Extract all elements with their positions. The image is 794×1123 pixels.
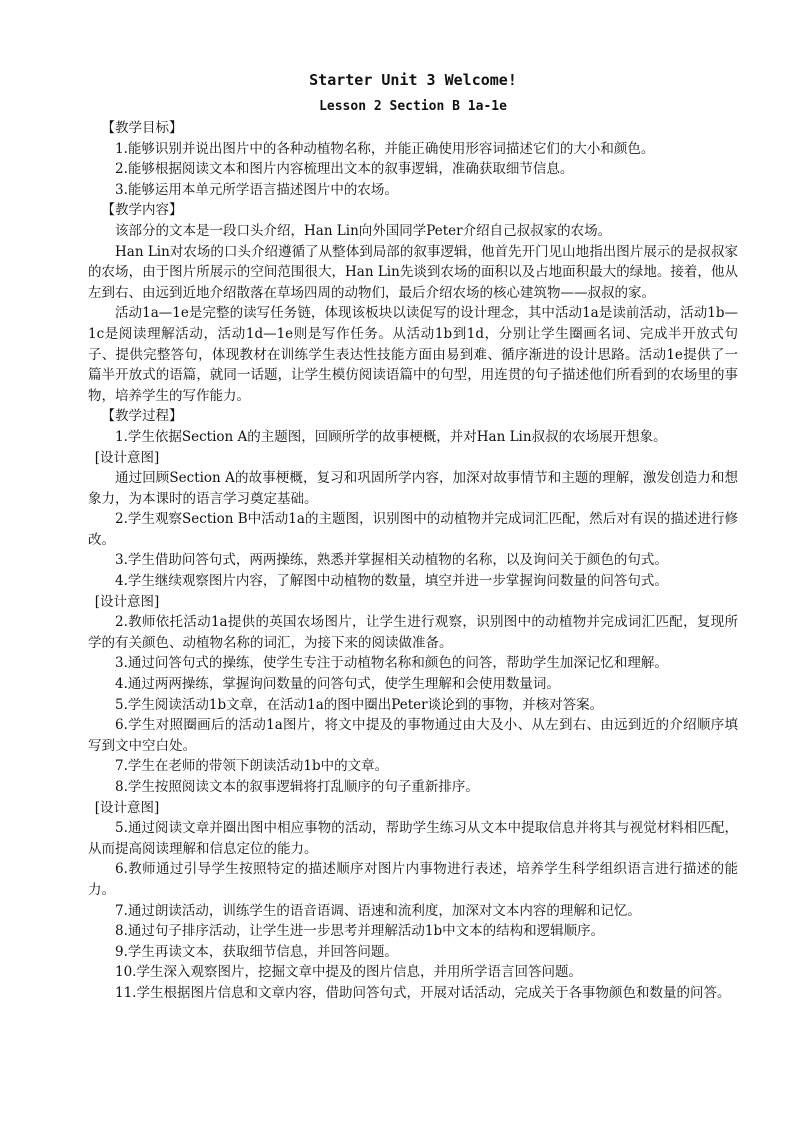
document-page — [88, 70, 738, 1004]
paragraph: 5.通过阅读文章并圈出图中相应事物的活动，帮助学生练习从文本中提取信息并将其与视觉材料相匹配，从而提高阅读理解和信息定位的能力。 — [88, 820, 738, 857]
paragraph: 3.能够运用本单元所学语言描述图片中的农场。 — [115, 181, 398, 198]
paragraph: 9.学生再读文本，获取细节信息，并回答问题。 — [115, 943, 398, 960]
paragraph: 11.学生根据图片信息和文章内容，借助问答句式，开展对话活动，完成关于各事物颜色和数量的问答。 — [115, 984, 731, 1001]
paragraph: 8.学生按照阅读文本的叙事逻辑将打乱顺序的句子重新排序。 — [115, 779, 479, 795]
design-intent-label: [设计意图] — [94, 799, 160, 816]
paragraph: 3.学生借助问答句式，两两操练，熟悉并掌握相关动植物的名称，以及询问关于颜色的句式。 — [115, 552, 668, 569]
paragraph: 4.通过两两操练，掌握询问数量的问答句式，使学生理解和会使用数量词。 — [115, 676, 560, 693]
paragraph: 10.学生深入观察图片，挖掘文章中提及的图片信息，并用所学语言回答问题。 — [115, 964, 582, 981]
document-title: Starter Unit 3 Welcome! — [309, 71, 517, 89]
document-subtitle: Lesson 2 Section B 1a-1e — [319, 99, 507, 114]
paragraph: 3.通过问答句式的操练，使学生专注于动植物名称和颜色的问答，帮助学生加深记忆和理解。 — [115, 655, 668, 672]
paragraph: 6.学生对照圈画后的活动1a图片，将文中提及的事物通过由大及小、从左到右、由远到近的介绍顺序填写到文中空白处。 — [88, 717, 738, 754]
section-heading: 【教学过程】 — [101, 408, 183, 425]
design-intent-label: [设计意图] — [94, 593, 160, 610]
paragraph: 通过回顾Section A的故事梗概，复习和巩固所学内容，加深对故事情节和主题的理解，激发创造力和想象力，为本课时的语言学习奠定基础。 — [88, 470, 738, 507]
section-heading: 【教学内容】 — [101, 202, 183, 219]
paragraph: 8.通过句子排序活动，让学生进一步思考并理解活动1b中文本的结构和逻辑顺序。 — [115, 923, 605, 940]
paragraph: 4.学生继续观察图片内容，了解图中动植物的数量，填空并进一步掌握询问数量的问答句式。 — [115, 573, 668, 590]
paragraph: 2.教师依托活动1a提供的英国农场图片，让学生进行观察，识别图中的动植物并完成词汇匹配，复现所学的有关颜色、动植物名称的词汇，为接下来的阅读做准备。 — [88, 614, 738, 651]
paragraph: 7.学生在老师的带领下朗读活动1b中的文章。 — [115, 758, 389, 775]
paragraph: 2.学生观察Section B中活动1a的主题图，识别图中的动植物并完成词汇匹配，然后对有误的描述进行修改。 — [88, 511, 738, 548]
paragraph: 活动1a—1e是完整的读写任务链，体现该板块以读促写的设计理念，其中活动1a是读前活动，活动1b—1c是阅读理解活动，活动1d—1e则是写作任务。从活动1b到1d，分别让学生圈画名词、完成半开放式句子、提供完整答句，体现教材在训练学生表达性技能方面由易到难、循序渐进的设计思路。活动1e提供了一篇半开放式的语篇，就同一话题，让学生模仿阅读语篇中的句型，用连贯的句子描述他们所看到的农场里的事物，培养学生的写作能力。 — [88, 305, 738, 404]
paragraph: 该部分的文本是一段口头介绍，Han Lin向外国同学Peter介绍自己叔叔家的农场。 — [115, 222, 612, 239]
paragraph: 1.学生依据Section A的主题图，回顾所学的故事梗概，并对Han Lin叔叔的农场展开想象。 — [115, 428, 667, 445]
paragraph: 5.学生阅读活动1b文章，在活动1a的图中圈出Peter谈论到的事物，并核对答案。 — [115, 696, 604, 713]
section-heading: 【教学目标】 — [101, 120, 183, 136]
paragraph: 6.教师通过引导学生按照特定的描述顺序对图片内事物进行表述，培养学生科学组织语言进行描述的能力。 — [88, 861, 738, 898]
paragraph: 2.能够根据阅读文本和图片内容梳理出文本的叙事逻辑，准确获取细节信息。 — [115, 161, 574, 178]
paragraph: 7.通过朗读活动，训练学生的语音语调、语速和流利度，加深对文本内容的理解和记忆。 — [115, 902, 641, 919]
document-body — [88, 118, 738, 1004]
paragraph: Han Lin对农场的口头介绍遵循了从整体到局部的叙事逻辑，他首先开门见山地指出图片展示的是叔叔家的农场，由于图片所展示的空间范围很大，Han Lin先谈到农场的面积以及占地面积最大的绿地。接着，他从左到右、由远到近地介绍散落在草场四周的动物们，最后介绍农场的核心建筑物——叔叔的家。 — [88, 243, 738, 301]
paragraph: 1.能够识别并说出图片中的各种动植物名称，并能正确使用形容词描述它们的大小和颜色。 — [115, 140, 655, 157]
design-intent-label: [设计意图] — [94, 449, 160, 466]
